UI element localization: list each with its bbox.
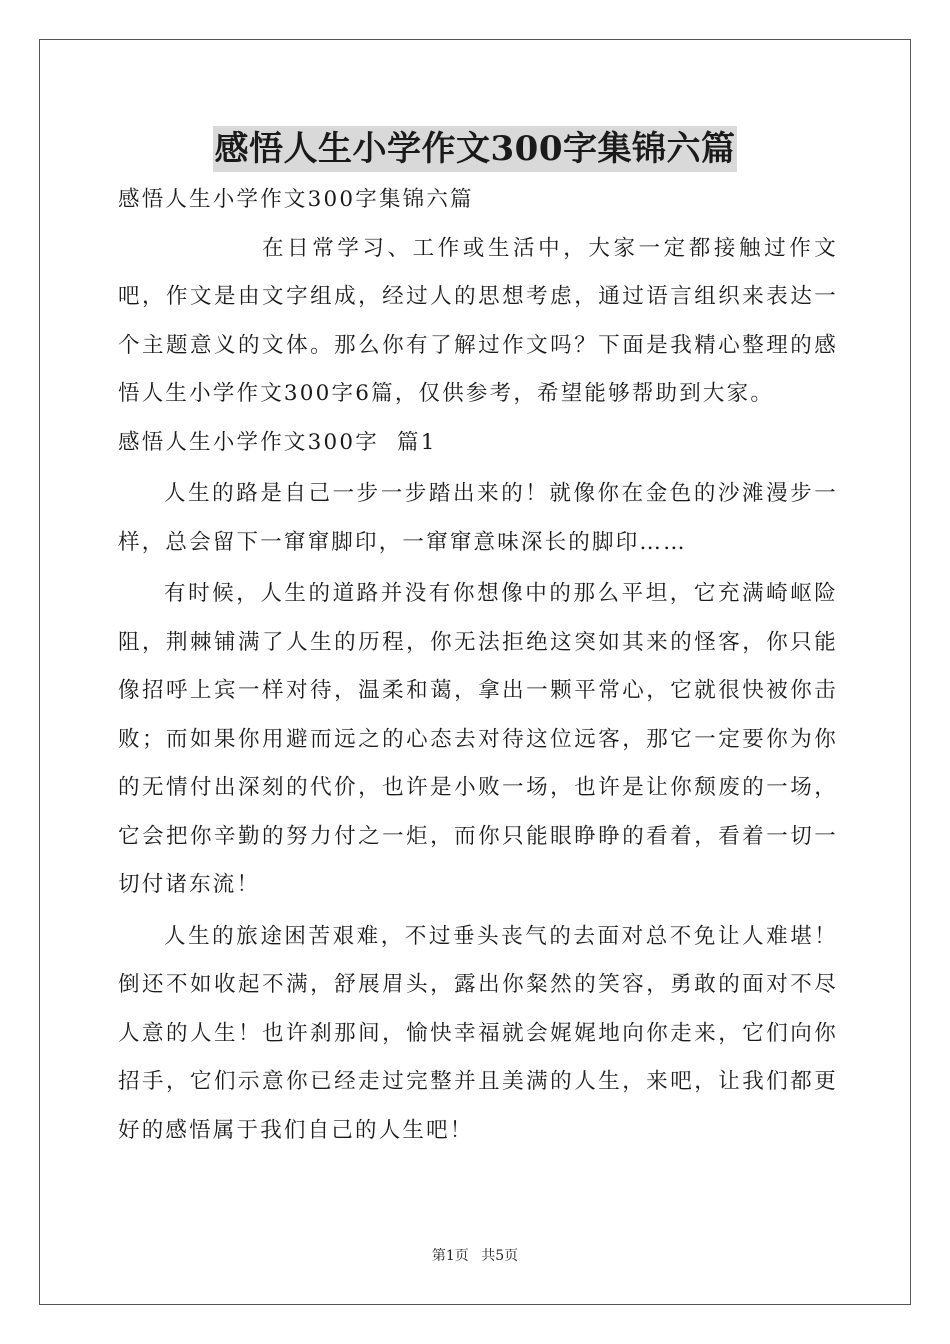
intro-paragraph: 在日常学习、工作或生活中，大家一定都接触过作文吧，作文是由文字组成，经过人的思想考虑，通过语言组织来表达一个主题意义的文体。那么你有了解过作文吗？下面是我精心整理的感悟人生小学作文300字6篇，仅供参考，希望能够帮助到大家。 — [118, 235, 838, 406]
page-total: 共5页 — [481, 1248, 519, 1264]
document-title: 感悟人生小学作文300字集锦六篇 — [213, 126, 738, 172]
document-body — [118, 176, 838, 1155]
body-paragraph: 人生的旅途困苦艰难，不过垂头丧气的去面对总不免让人难堪！倒还不如收起不满，舒展眉头，露出你粲然的笑容，勇敢的面对不尽人意的人生！也许刹那间，愉快幸福就会娓娓地向你走来，它们向你招手，它们示意你已经走过完整并且美满的人生，来吧，让我们都更好的感悟属于我们自己的人生吧！ — [118, 923, 838, 1143]
body-paragraph: 有时候，人生的道路并没有你想像中的那么平坦，它充满崎岖险阻，荆棘铺满了人生的历程，你无法拒绝这突如其来的怪客，你只能像招呼上宾一样对待，温柔和蔼，拿出一颗平常心，它就很快被你击败；而如果你用避而远之的心态去对待这位远客，那它一定要你为你的无情付出深刻的代价，也许是小败一场，也许是让你颓废的一场，它会把你辛勤的努力付之一炬，而你只能眼睁睁的看着，看着一切一切付诸东流！ — [118, 581, 838, 897]
section-heading: 感悟人生小学作文300字 篇1 — [118, 429, 437, 455]
body-paragraph: 人生的路是自己一步一步踏出来的！就像你在金色的沙滩漫步一样，总会留下一窜窜脚印，一窜窜意味深长的脚印…… — [118, 481, 838, 555]
page-number: 第1页 — [431, 1248, 469, 1264]
title-container — [0, 126, 950, 172]
page-footer — [0, 1246, 950, 1266]
document-subtitle: 感悟人生小学作文300字集锦六篇 — [118, 187, 474, 212]
